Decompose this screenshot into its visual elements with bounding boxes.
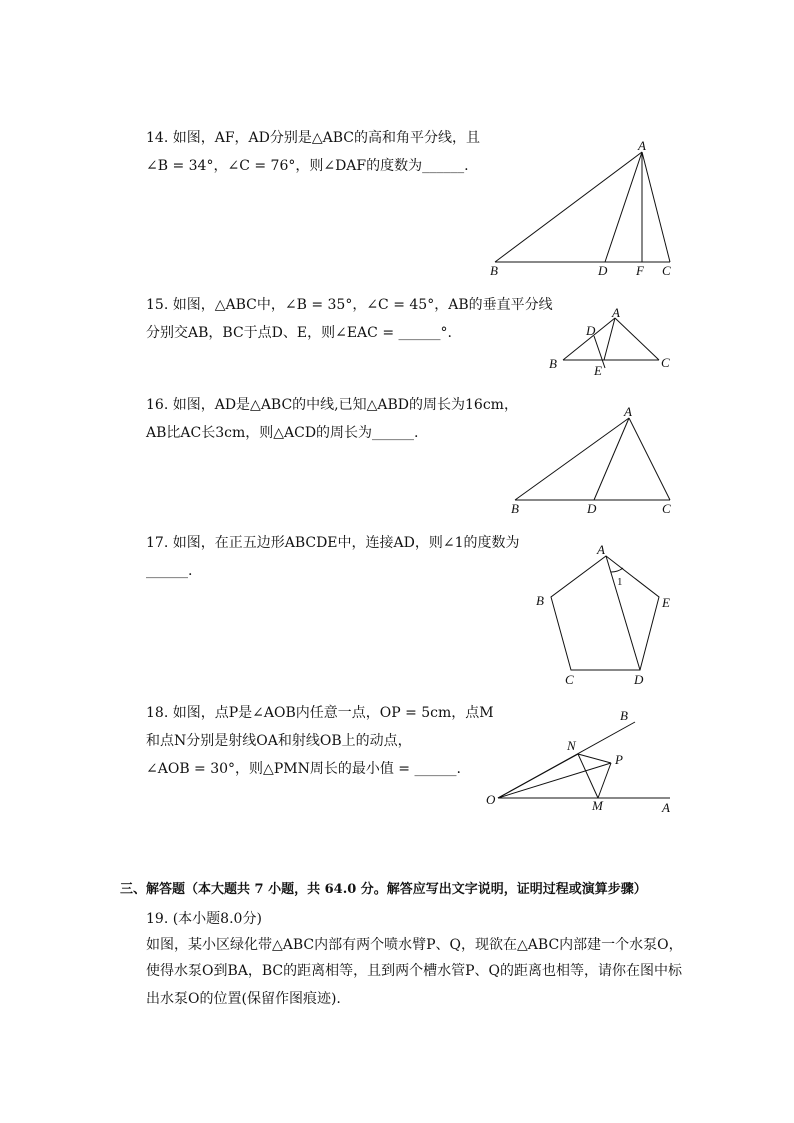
q18-label-p: P — [615, 752, 623, 767]
q14-segment-ad — [605, 152, 642, 262]
q17-label-a: A — [597, 542, 605, 557]
q14-figure — [480, 135, 690, 280]
q15-line2: 分别交AB，BC于点D、E，则∠EAC = ______°. — [146, 325, 452, 341]
q18-label-o: O — [486, 792, 496, 807]
q17-pentagon — [551, 556, 659, 670]
q16-label-b: B — [511, 501, 519, 516]
q16-line1: 16. 如图，AD是△ABC的中线,已知△ABD的周长为16cm， — [146, 397, 518, 413]
q16-label-c: C — [662, 501, 671, 516]
q18-segment-nm — [578, 754, 598, 798]
q19-title: 19. (本小题8.0分) — [146, 911, 262, 927]
q14-line2: ∠B = 34°，∠C = 76°，则∠DAF的度数为______. — [146, 158, 469, 174]
q17-label-c: C — [565, 672, 574, 687]
q15-label-e: E — [594, 363, 602, 378]
q18-line3: ∠AOB = 30°，则△PMN周长的最小值 = ______. — [146, 761, 461, 777]
q18-segment-pm — [598, 763, 611, 798]
q18-label-m: M — [592, 798, 603, 813]
q14-segment-ab — [495, 152, 642, 262]
q15-label-a: A — [612, 305, 620, 320]
q17-angle-arc — [611, 568, 623, 572]
q15-line1: 15. 如图，△ABC中，∠B = 35°，∠C = 45°，AB的垂直平分线 — [146, 297, 553, 313]
section-3-heading: 三、解答题（本大题共 7 小题，共 64.0 分。解答应写出文字说明，证明过程或演算步骤） — [120, 882, 647, 897]
q16-label-a: A — [624, 404, 632, 419]
q14-label-c: C — [662, 263, 671, 278]
q16-segment-ac — [629, 418, 670, 500]
q19-line2: 使得水泵O到BA，BC的距离相等，且到两个槽水管P、Q的距离也相等，请你在图中标 — [146, 963, 683, 979]
q15-figure — [540, 300, 680, 380]
q19-line1: 如图，某小区绿化带△ABC内部有两个喷水臂P、Q，现欲在△ABC内部建一个水泵O， — [146, 937, 683, 953]
q14-line1: 14. 如图，AF，AD分别是△ABC的高和角平分线，且 — [146, 130, 481, 146]
q14-label-f: F — [636, 263, 644, 278]
q17-label-angle-1: 1 — [617, 576, 623, 588]
q15-label-b: B — [549, 356, 557, 371]
q16-label-d: D — [587, 501, 597, 516]
q15-label-c: C — [661, 355, 670, 370]
q19-line3: 出水泵O的位置(保留作图痕迹). — [146, 991, 341, 1007]
q14-label-b: B — [490, 263, 498, 278]
q14-label-d: D — [598, 263, 608, 278]
q14-segment-ac — [642, 152, 670, 262]
q18-figure — [480, 705, 680, 820]
q15-label-d: D — [586, 323, 596, 338]
q18-segment-np — [578, 754, 611, 763]
q17-label-d: D — [634, 672, 644, 687]
q14-label-a: A — [638, 138, 646, 153]
q18-label-b: B — [620, 708, 628, 723]
q18-segment-op — [498, 763, 611, 798]
q17-label-b: B — [536, 593, 544, 608]
q17-label-e: E — [662, 595, 670, 610]
q15-segment-ae — [604, 318, 615, 360]
q18-segment-on — [498, 754, 578, 798]
q17-figure — [530, 540, 680, 690]
q16-figure — [505, 402, 685, 517]
q15-segment-ac — [615, 318, 659, 360]
q16-line2: AB比AC长3cm，则△ACD的周长为______. — [146, 425, 419, 441]
q17-segment-ad — [606, 556, 640, 670]
q18-label-n: N — [567, 738, 576, 753]
q18-line2: 和点N分别是射线OA和射线OB上的动点， — [146, 733, 412, 749]
q18-label-a: A — [662, 800, 670, 815]
q18-line1: 18. 如图，点P是∠AOB内任意一点，OP = 5cm，点M — [146, 705, 494, 721]
q17-line1: 17. 如图，在正五边形ABCDE中，连接AD，则∠1的度数为 — [146, 535, 520, 551]
q17-line2: ______. — [146, 563, 193, 579]
